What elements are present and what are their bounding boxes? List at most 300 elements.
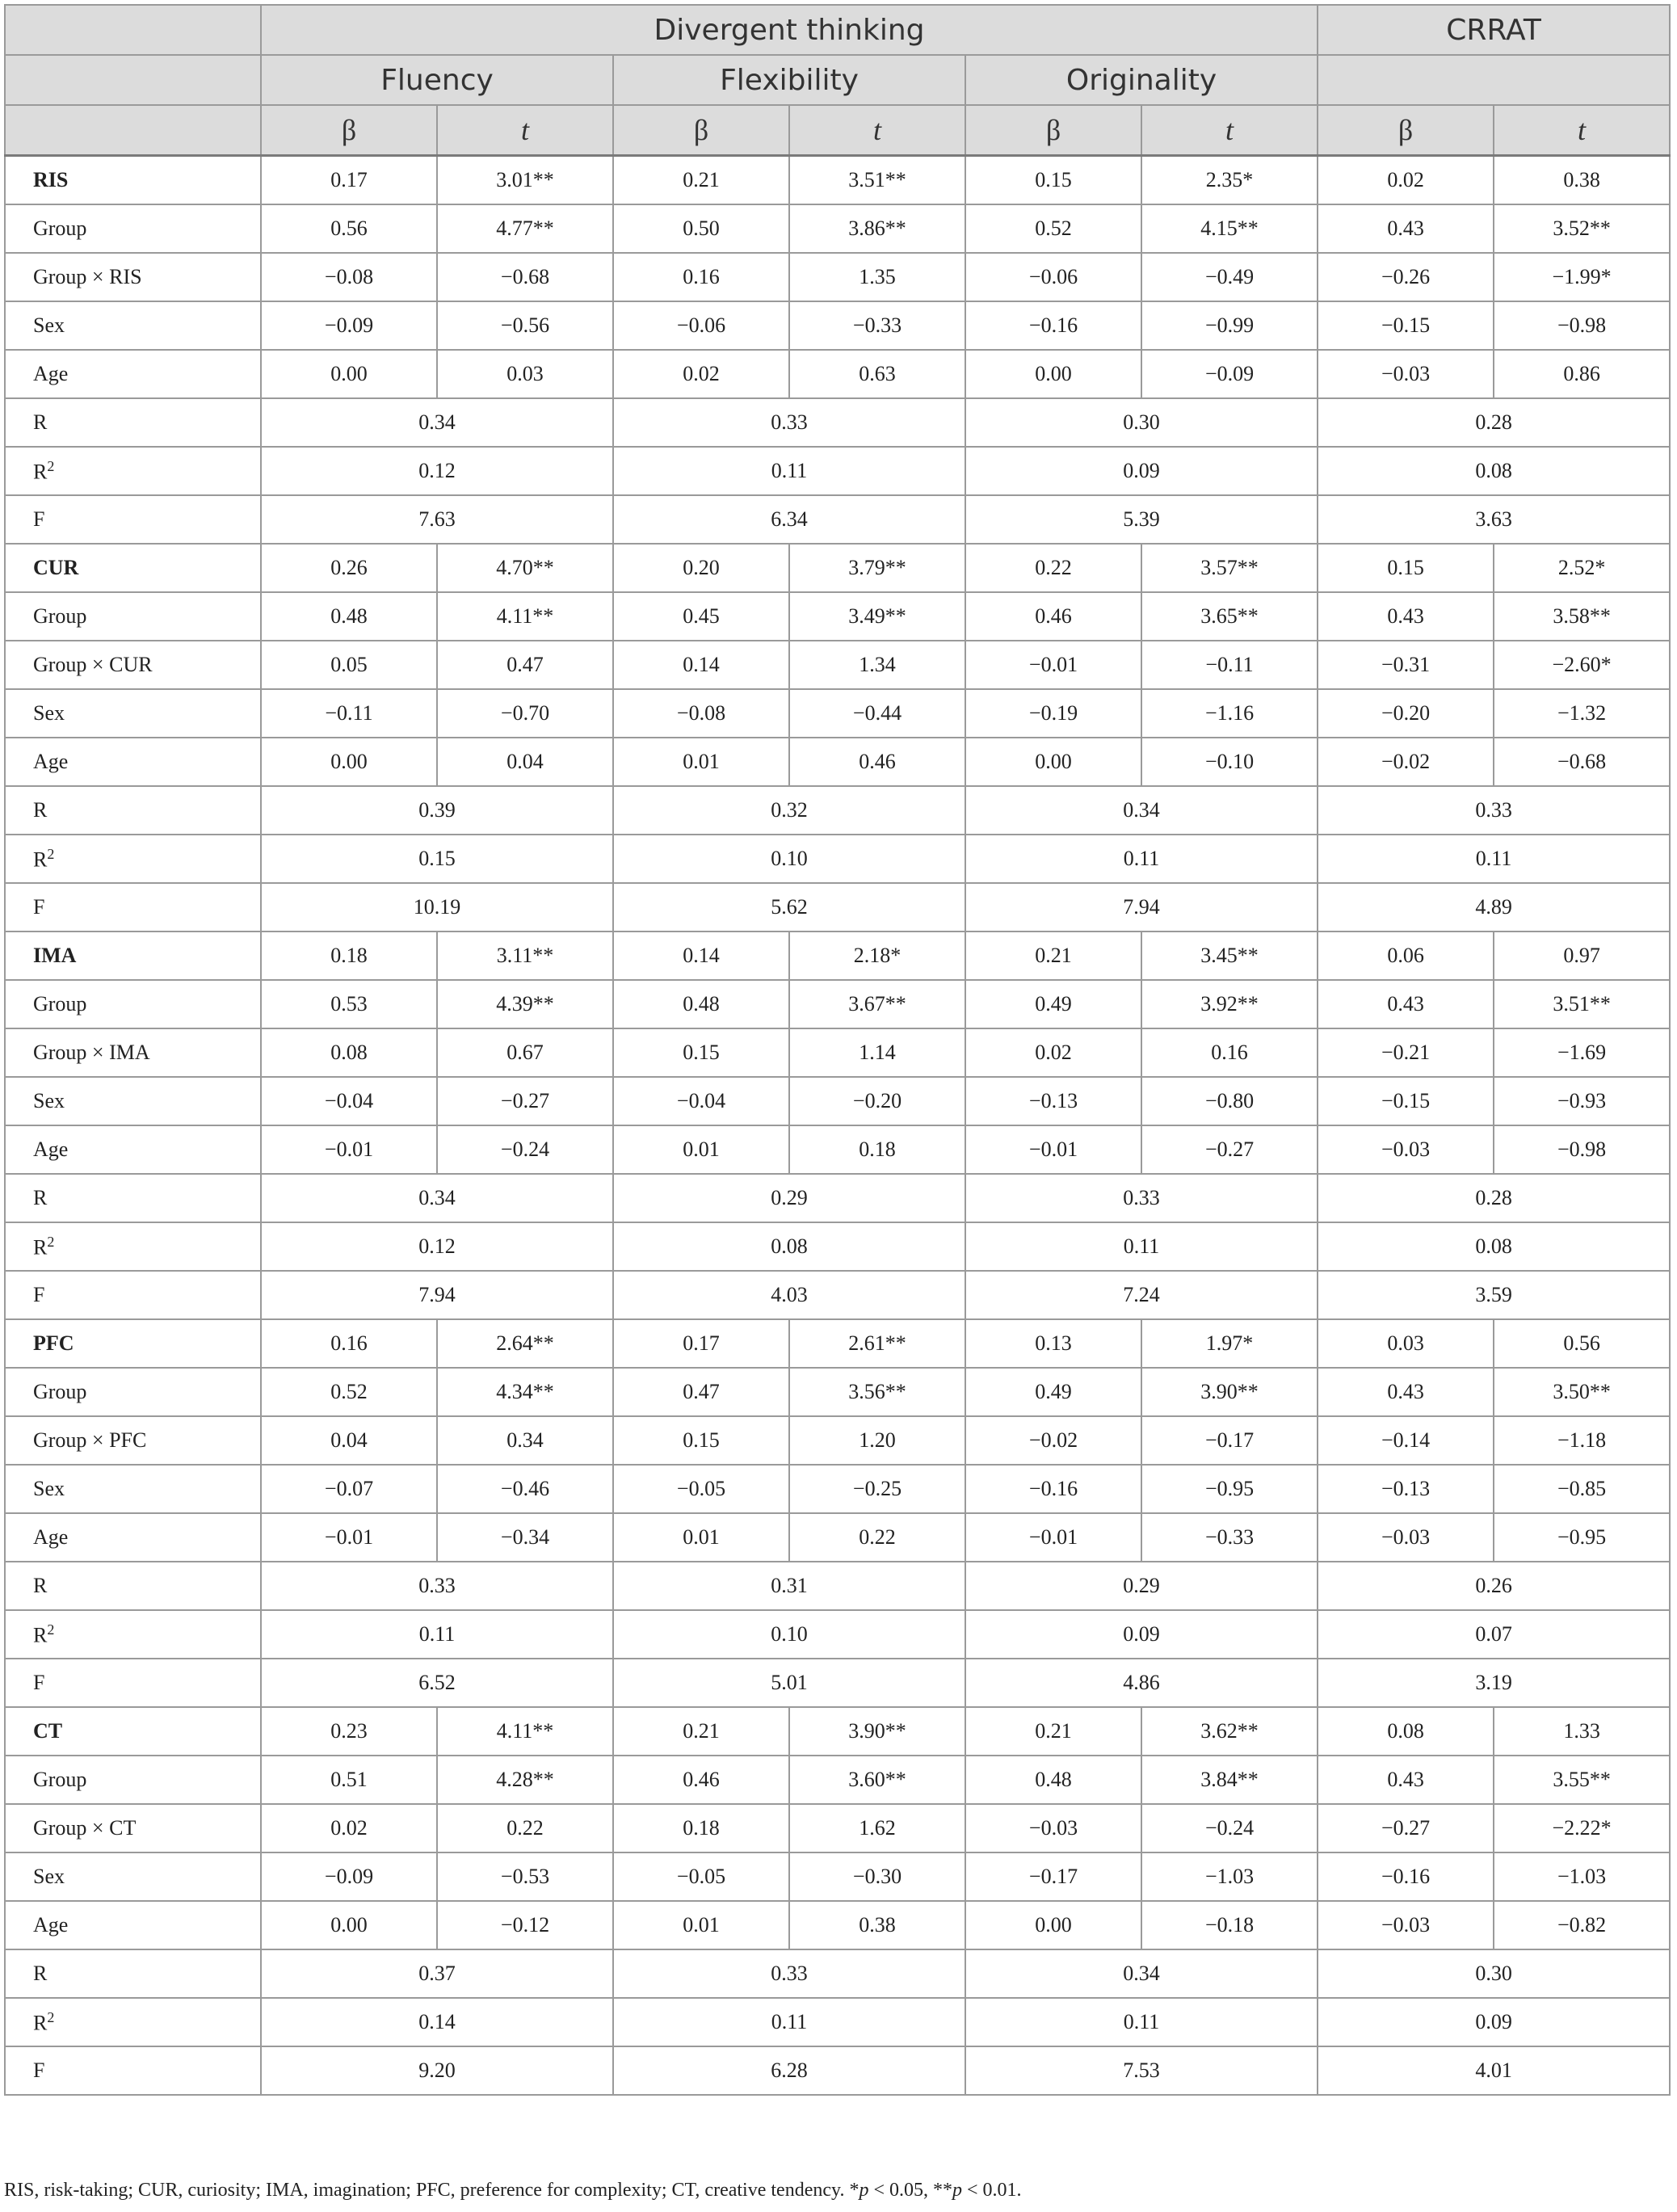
row-label <box>5 1659 261 1707</box>
table-cell: 0.48 <box>613 980 789 1028</box>
row-label: Group × RIS <box>5 253 261 301</box>
summary-cell: 0.14 <box>261 1998 613 2046</box>
table-cell: −0.70 <box>437 689 613 738</box>
table-cell: 0.18 <box>261 931 437 980</box>
row-label: RIS <box>5 156 261 205</box>
table-cell: 4.11** <box>437 1707 613 1756</box>
summary-cell: 9.20 <box>261 2046 613 2095</box>
table-cell: −2.22* <box>1494 1804 1670 1852</box>
table-cell: −0.25 <box>789 1465 965 1513</box>
table-cell: 3.60** <box>789 1756 965 1804</box>
table-cell: 3.45** <box>1141 931 1318 980</box>
row-label: Age <box>5 738 261 786</box>
summary-cell: 0.33 <box>613 398 965 447</box>
row-label-text: R <box>33 847 48 872</box>
table-cell: −0.44 <box>789 689 965 738</box>
table-cell: −0.68 <box>437 253 613 301</box>
table-row <box>5 689 1670 738</box>
row-label <box>5 1998 261 2046</box>
row-label: Sex <box>5 1465 261 1513</box>
table-cell: −0.11 <box>261 689 437 738</box>
footnote-stars: ** <box>932 2180 952 2201</box>
summary-cell: 6.52 <box>261 1659 613 1707</box>
table-cell: 3.62** <box>1141 1707 1318 1756</box>
table-cell: 0.53 <box>261 980 437 1028</box>
table-cell: 0.02 <box>1318 156 1494 205</box>
table-cell: 0.97 <box>1494 931 1670 980</box>
table-cell: 0.23 <box>261 1707 437 1756</box>
table-cell: −0.14 <box>1318 1416 1494 1465</box>
table-cell: 0.04 <box>261 1416 437 1465</box>
footnote-text: RIS, risk-taking; CUR, curiosity; IMA, imagination; PFC, preference for complexity; CT, creative tendency. <box>4 2180 850 2201</box>
table-cell: 4.34** <box>437 1368 613 1416</box>
row-label: Group × IMA <box>5 1028 261 1077</box>
summary-cell: 0.28 <box>1318 398 1670 447</box>
table-cell: 0.13 <box>965 1319 1141 1368</box>
table-cell: −0.19 <box>965 689 1141 738</box>
row-label <box>5 1949 261 1998</box>
summary-cell: 5.62 <box>613 883 965 931</box>
table-cell: −0.99 <box>1141 301 1318 350</box>
table-cell: 3.58** <box>1494 592 1670 641</box>
row-label-text: R <box>33 410 48 434</box>
table-row <box>5 1319 1670 1368</box>
regression-table <box>4 4 1671 2096</box>
table-cell: −0.01 <box>261 1125 437 1174</box>
table-cell: 0.63 <box>789 350 965 398</box>
row-label: Group <box>5 1756 261 1804</box>
table-cell: −0.24 <box>437 1125 613 1174</box>
table-cell: −0.46 <box>437 1465 613 1513</box>
table-row <box>5 1707 1670 1756</box>
summary-cell: 0.29 <box>965 1562 1318 1610</box>
header-crrat-sub <box>1318 55 1670 105</box>
table-cell: −0.06 <box>613 301 789 350</box>
table-cell: 0.45 <box>613 592 789 641</box>
table-cell: 0.20 <box>613 544 789 592</box>
table-row <box>5 1416 1670 1465</box>
table-row <box>5 592 1670 641</box>
row-label: CUR <box>5 544 261 592</box>
table-cell: −0.10 <box>1141 738 1318 786</box>
table-row <box>5 1125 1670 1174</box>
row-label: Group <box>5 592 261 641</box>
table-cell: 0.49 <box>965 1368 1141 1416</box>
table-cell: −0.01 <box>965 641 1141 689</box>
table-cell: 3.55** <box>1494 1756 1670 1804</box>
table-cell: 0.16 <box>1141 1028 1318 1077</box>
table-cell: 1.33 <box>1494 1707 1670 1756</box>
row-label: IMA <box>5 931 261 980</box>
table-cell: −0.16 <box>1318 1852 1494 1901</box>
table-cell: −0.31 <box>1318 641 1494 689</box>
header-beta: β <box>261 105 437 156</box>
summary-cell: 0.10 <box>613 1610 965 1659</box>
table-cell: −0.33 <box>1141 1513 1318 1562</box>
table-cell: 4.70** <box>437 544 613 592</box>
table-cell: −1.32 <box>1494 689 1670 738</box>
summary-row <box>5 1562 1670 1610</box>
table-cell: 2.61** <box>789 1319 965 1368</box>
table-cell: −0.09 <box>1141 350 1318 398</box>
summary-row <box>5 447 1670 495</box>
summary-row <box>5 2046 1670 2095</box>
table-row <box>5 738 1670 786</box>
row-label <box>5 786 261 835</box>
summary-cell: 3.63 <box>1318 495 1670 544</box>
table-cell: 0.18 <box>613 1804 789 1852</box>
table-cell: 0.18 <box>789 1125 965 1174</box>
row-label-text: F <box>33 507 45 531</box>
table-cell: −0.03 <box>1318 350 1494 398</box>
table-cell: 0.14 <box>613 641 789 689</box>
table-cell: 0.00 <box>965 738 1141 786</box>
summary-cell: 0.15 <box>261 835 613 883</box>
header-beta: β <box>613 105 789 156</box>
table-row <box>5 350 1670 398</box>
row-label: Sex <box>5 1852 261 1901</box>
summary-row <box>5 1610 1670 1659</box>
summary-row <box>5 786 1670 835</box>
table-cell: 0.21 <box>965 1707 1141 1756</box>
table-row <box>5 1804 1670 1852</box>
table-cell: 0.02 <box>613 350 789 398</box>
header-beta: β <box>1318 105 1494 156</box>
table-cell: 0.48 <box>261 592 437 641</box>
table-cell: −0.08 <box>613 689 789 738</box>
table-cell: −0.34 <box>437 1513 613 1562</box>
table-cell: 3.51** <box>789 156 965 205</box>
table-cell: −0.82 <box>1494 1901 1670 1949</box>
summary-cell: 0.33 <box>1318 786 1670 835</box>
table-cell: −0.17 <box>965 1852 1141 1901</box>
table-cell: 3.84** <box>1141 1756 1318 1804</box>
table-cell: 0.00 <box>261 738 437 786</box>
table-cell: 3.65** <box>1141 592 1318 641</box>
summary-cell: 0.34 <box>261 1174 613 1222</box>
table-cell: −0.13 <box>1318 1465 1494 1513</box>
row-label-superscript: 2 <box>47 845 55 862</box>
row-label <box>5 1222 261 1271</box>
header-fluency: Fluency <box>261 55 613 105</box>
table-cell: −1.03 <box>1141 1852 1318 1901</box>
row-label-text: R <box>33 1962 48 1985</box>
table-cell: 0.15 <box>965 156 1141 205</box>
table-cell: 0.38 <box>1494 156 1670 205</box>
table-cell: 0.01 <box>613 1901 789 1949</box>
table-cell: 0.50 <box>613 204 789 253</box>
summary-cell: 6.34 <box>613 495 965 544</box>
table-cell: −0.56 <box>437 301 613 350</box>
table-row <box>5 1368 1670 1416</box>
table-row <box>5 1465 1670 1513</box>
table-cell: −0.21 <box>1318 1028 1494 1077</box>
row-label: Group × CT <box>5 1804 261 1852</box>
row-label: Age <box>5 1513 261 1562</box>
table-row <box>5 253 1670 301</box>
table-cell: −0.02 <box>1318 738 1494 786</box>
table-cell: 0.15 <box>1318 544 1494 592</box>
table-cell: −0.53 <box>437 1852 613 1901</box>
table-cell: 0.56 <box>261 204 437 253</box>
table-cell: 0.52 <box>261 1368 437 1416</box>
row-label: Group × CUR <box>5 641 261 689</box>
row-label: Group <box>5 1368 261 1416</box>
summary-cell: 0.34 <box>965 786 1318 835</box>
table-cell: 0.04 <box>437 738 613 786</box>
header-empty <box>5 5 261 55</box>
table-cell: 0.48 <box>965 1756 1141 1804</box>
summary-row <box>5 835 1670 883</box>
table-cell: 0.03 <box>437 350 613 398</box>
table-cell: 0.43 <box>1318 592 1494 641</box>
table-cell: −0.05 <box>613 1465 789 1513</box>
table-cell: −0.02 <box>965 1416 1141 1465</box>
summary-cell: 0.09 <box>1318 1998 1670 2046</box>
table-cell: 4.39** <box>437 980 613 1028</box>
table-row <box>5 1513 1670 1562</box>
table-cell: 0.67 <box>437 1028 613 1077</box>
row-label-text: R <box>33 1623 48 1647</box>
table-cell: −0.03 <box>965 1804 1141 1852</box>
row-label: CT <box>5 1707 261 1756</box>
row-label-text: F <box>33 1283 45 1306</box>
table-cell: 1.14 <box>789 1028 965 1077</box>
summary-cell: 0.09 <box>965 447 1318 495</box>
table-cell: 3.79** <box>789 544 965 592</box>
row-label: Group <box>5 980 261 1028</box>
summary-row <box>5 398 1670 447</box>
row-label-text: R <box>33 1186 48 1209</box>
table-cell: −0.27 <box>1318 1804 1494 1852</box>
table-cell: 0.43 <box>1318 1368 1494 1416</box>
row-label-text: R <box>33 1235 48 1259</box>
row-label-text: R <box>33 2011 48 2035</box>
table-cell: 0.05 <box>261 641 437 689</box>
table-cell: −0.16 <box>965 301 1141 350</box>
summary-cell: 5.01 <box>613 1659 965 1707</box>
table-cell: 4.77** <box>437 204 613 253</box>
table-cell: 4.11** <box>437 592 613 641</box>
row-label: Sex <box>5 1077 261 1125</box>
table-cell: −0.24 <box>1141 1804 1318 1852</box>
summary-cell: 0.29 <box>613 1174 965 1222</box>
header-flexibility: Flexibility <box>613 55 965 105</box>
row-label <box>5 1562 261 1610</box>
header-empty <box>5 55 261 105</box>
table-cell: −0.68 <box>1494 738 1670 786</box>
table-row <box>5 204 1670 253</box>
table-cell: 0.03 <box>1318 1319 1494 1368</box>
header-t: t <box>1141 105 1318 156</box>
row-label: Age <box>5 1125 261 1174</box>
table-cell: 3.57** <box>1141 544 1318 592</box>
table-cell: 0.16 <box>613 253 789 301</box>
table-row <box>5 301 1670 350</box>
table-cell: 1.97* <box>1141 1319 1318 1368</box>
header-divergent-thinking: Divergent thinking <box>261 5 1318 55</box>
summary-cell: 0.32 <box>613 786 965 835</box>
footnote-threshold-2: < 0.01. <box>961 2180 1022 2201</box>
table-cell: 0.00 <box>965 1901 1141 1949</box>
summary-cell: 7.94 <box>261 1271 613 1319</box>
row-label-text: R <box>33 460 48 484</box>
row-label <box>5 495 261 544</box>
table-cell: −0.12 <box>437 1901 613 1949</box>
summary-cell: 7.94 <box>965 883 1318 931</box>
table-cell: 0.17 <box>261 156 437 205</box>
row-label: Sex <box>5 689 261 738</box>
table-cell: −2.60* <box>1494 641 1670 689</box>
table-row <box>5 931 1670 980</box>
row-label: Group × PFC <box>5 1416 261 1465</box>
table-cell: −0.95 <box>1494 1513 1670 1562</box>
table-cell: −0.09 <box>261 301 437 350</box>
row-label-text: F <box>33 1671 45 1694</box>
table-row <box>5 1901 1670 1949</box>
row-label-text: F <box>33 2059 45 2082</box>
summary-cell: 5.39 <box>965 495 1318 544</box>
summary-cell: 0.30 <box>1318 1949 1670 1998</box>
summary-cell: 0.33 <box>613 1949 965 1998</box>
summary-cell: 4.01 <box>1318 2046 1670 2095</box>
summary-cell: 6.28 <box>613 2046 965 2095</box>
table-cell: −0.95 <box>1141 1465 1318 1513</box>
table-cell: −0.03 <box>1318 1125 1494 1174</box>
row-label-text: R <box>33 798 48 822</box>
footnote-p: p <box>859 2180 869 2201</box>
summary-cell: 0.08 <box>1318 447 1670 495</box>
summary-row <box>5 1998 1670 2046</box>
header-t: t <box>789 105 965 156</box>
table-cell: −0.07 <box>261 1465 437 1513</box>
table-cell: −1.69 <box>1494 1028 1670 1077</box>
table-cell: 0.08 <box>261 1028 437 1077</box>
row-label <box>5 1610 261 1659</box>
row-label-superscript: 2 <box>47 457 55 474</box>
table-cell: 0.47 <box>613 1368 789 1416</box>
table-cell: 0.22 <box>437 1804 613 1852</box>
row-label <box>5 835 261 883</box>
summary-cell: 0.11 <box>965 1998 1318 2046</box>
header-empty <box>5 105 261 156</box>
table-cell: −1.18 <box>1494 1416 1670 1465</box>
summary-cell: 7.63 <box>261 495 613 544</box>
table-cell: 3.90** <box>789 1707 965 1756</box>
table-cell: 0.26 <box>261 544 437 592</box>
table-cell: −0.17 <box>1141 1416 1318 1465</box>
table-cell: 0.22 <box>789 1513 965 1562</box>
table-cell: −0.06 <box>965 253 1141 301</box>
table-cell: 0.43 <box>1318 980 1494 1028</box>
table-cell: 0.08 <box>1318 1707 1494 1756</box>
table-cell: 0.21 <box>613 156 789 205</box>
table-cell: 4.15** <box>1141 204 1318 253</box>
table-cell: 4.28** <box>437 1756 613 1804</box>
table-cell: 0.21 <box>613 1707 789 1756</box>
summary-cell: 0.11 <box>1318 835 1670 883</box>
table-cell: −0.16 <box>965 1465 1141 1513</box>
summary-row <box>5 1949 1670 1998</box>
summary-row <box>5 1174 1670 1222</box>
table-cell: 2.18* <box>789 931 965 980</box>
row-label-superscript: 2 <box>47 1621 55 1638</box>
row-label <box>5 398 261 447</box>
summary-row <box>5 495 1670 544</box>
table-cell: 3.51** <box>1494 980 1670 1028</box>
table-row <box>5 1028 1670 1077</box>
table-cell: −1.99* <box>1494 253 1670 301</box>
table-cell: 3.50** <box>1494 1368 1670 1416</box>
table-cell: −0.20 <box>789 1077 965 1125</box>
table-cell: −0.03 <box>1318 1901 1494 1949</box>
summary-cell: 0.28 <box>1318 1174 1670 1222</box>
summary-cell: 10.19 <box>261 883 613 931</box>
table-cell: 0.15 <box>613 1028 789 1077</box>
row-label <box>5 2046 261 2095</box>
footnote-star: * <box>849 2180 860 2201</box>
summary-row <box>5 1271 1670 1319</box>
table-cell: 0.52 <box>965 204 1141 253</box>
table-cell: −0.27 <box>1141 1125 1318 1174</box>
summary-row <box>5 1222 1670 1271</box>
summary-cell: 0.09 <box>965 1610 1318 1659</box>
table-header <box>5 5 1670 156</box>
row-label <box>5 447 261 495</box>
table-cell: −0.20 <box>1318 689 1494 738</box>
summary-cell: 0.11 <box>965 1222 1318 1271</box>
table-row <box>5 641 1670 689</box>
table-cell: 3.11** <box>437 931 613 980</box>
table-cell: 3.01** <box>437 156 613 205</box>
summary-cell: 0.34 <box>261 398 613 447</box>
table-cell: −0.01 <box>965 1513 1141 1562</box>
header-crrat: CRRAT <box>1318 5 1670 55</box>
table-row <box>5 156 1670 205</box>
table-cell: 1.62 <box>789 1804 965 1852</box>
table-cell: 0.00 <box>261 1901 437 1949</box>
table-cell: 0.06 <box>1318 931 1494 980</box>
table-cell: −0.33 <box>789 301 965 350</box>
header-t: t <box>1494 105 1670 156</box>
table-body <box>5 156 1670 2096</box>
table-cell: 0.01 <box>613 1513 789 1562</box>
row-label <box>5 1271 261 1319</box>
summary-cell: 7.53 <box>965 2046 1318 2095</box>
table-cell: 2.64** <box>437 1319 613 1368</box>
table-cell: 0.01 <box>613 738 789 786</box>
table-cell: 1.35 <box>789 253 965 301</box>
table-cell: −0.04 <box>613 1077 789 1125</box>
table-cell: −0.05 <box>613 1852 789 1901</box>
header-t: t <box>437 105 613 156</box>
table-cell: −0.03 <box>1318 1513 1494 1562</box>
table-cell: 0.47 <box>437 641 613 689</box>
row-label: Age <box>5 1901 261 1949</box>
summary-row <box>5 883 1670 931</box>
table-cell: −0.93 <box>1494 1077 1670 1125</box>
row-label-text: R <box>33 1574 48 1597</box>
table-cell: 0.51 <box>261 1756 437 1804</box>
table-cell: 0.49 <box>965 980 1141 1028</box>
table-cell: 0.46 <box>789 738 965 786</box>
table-cell: 0.02 <box>965 1028 1141 1077</box>
table-cell: 1.20 <box>789 1416 965 1465</box>
table-cell: 3.56** <box>789 1368 965 1416</box>
summary-cell: 0.11 <box>613 447 965 495</box>
summary-cell: 0.12 <box>261 447 613 495</box>
row-label: Age <box>5 350 261 398</box>
